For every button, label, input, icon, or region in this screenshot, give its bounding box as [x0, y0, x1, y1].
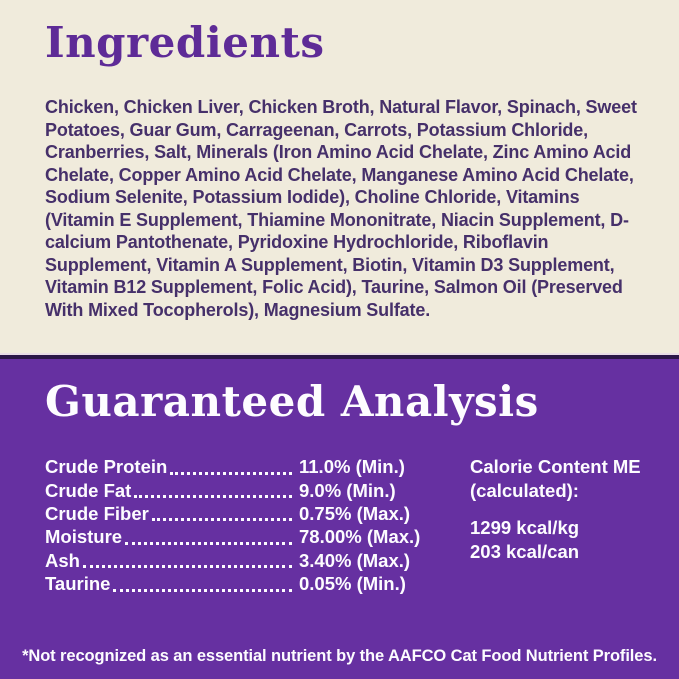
calorie-content-heading: Calorie Content ME (calculated): [470, 456, 641, 501]
analysis-row-moisture [45, 525, 437, 548]
ingredients-title: Ingredients [45, 18, 325, 67]
analysis-row-crude-protein [45, 455, 437, 478]
analysis-row-taurine [45, 572, 437, 595]
analysis-row-crude-fiber [45, 502, 437, 525]
leader-dots [113, 589, 292, 592]
analysis-row-ash [45, 549, 437, 572]
calorie-values [470, 516, 649, 563]
row-label: Crude Fiber [45, 502, 149, 524]
guaranteed-analysis-title: Guaranteed Analysis [45, 377, 539, 426]
row-value: 9.0% (Min.) [299, 479, 396, 501]
row-value: 11.0% (Min.) [299, 456, 405, 478]
analysis-body [45, 455, 649, 595]
leader-dots [170, 472, 292, 475]
row-label: Taurine [45, 573, 111, 595]
aafco-footnote: *Not recognized as an essential nutrient by the AAFCO Cat Food Nutrient Profiles. [22, 647, 657, 665]
row-label: Crude Protein [45, 456, 168, 478]
analysis-rows [45, 455, 437, 595]
leader-dots [152, 518, 292, 521]
row-value: 78.00% (Max.) [299, 526, 421, 548]
row-value: 0.05% (Min.) [299, 573, 406, 595]
row-label: Crude Fat [45, 479, 132, 501]
row-label: Ash [45, 549, 80, 571]
leader-dots [83, 565, 292, 568]
calorie-kcal-per-can: 203 kcal/can [470, 540, 580, 562]
leader-dots [125, 542, 292, 545]
row-value: 3.40% (Max.) [299, 549, 411, 571]
leader-dots [134, 495, 292, 498]
calorie-kcal-per-kg: 1299 kcal/kg [470, 517, 580, 539]
analysis-row-crude-fat [45, 479, 437, 502]
guaranteed-analysis-section [0, 359, 679, 679]
row-value: 0.75% (Max.) [299, 502, 411, 524]
row-label: Moisture [45, 526, 123, 548]
ingredients-text: Chicken, Chicken Liver, Chicken Broth, Natural Flavor, Spinach, Sweet Potatoes, Guar Gum, Carrageenan, Carrots, Potassium Chloride, Cranberries, Salt, Minerals (Iron Amino Acid Chelate, Zinc Amino Acid Chelate, Copper Amino Acid Chelate, Manganese Amino Acid Chelate, Sodium Selenite, Potassium Iodide), Choline Chloride, Vitamins (Vitamin E Supplement, Thiamine Mononitrate, Niacin Supplement, D-calcium Pantothenate, Pyridoxine Hydrochloride, Riboflavin Supplement, Vitamin A Supplement, Biotin, Vitamin D3 Supplement, Vitamin B12 Supplement, Folic Acid), Taurine, Salmon Oil (Preserved With Mixed Tocopherols), Magnesium Sulfate. [45, 97, 637, 320]
calorie-content-block [470, 455, 649, 595]
